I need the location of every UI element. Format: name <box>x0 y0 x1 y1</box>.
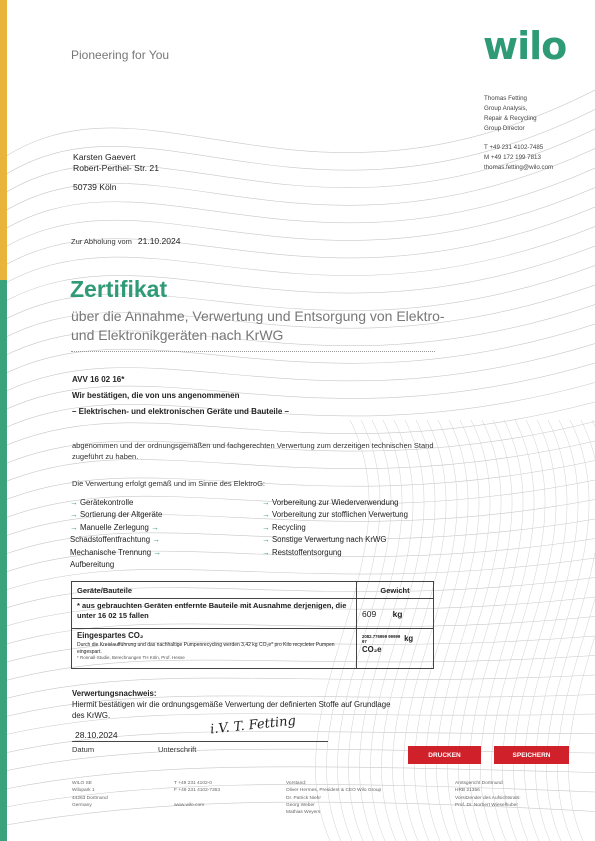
footer-line: Vorsitzender des Aufsichtsrats: <box>455 795 521 801</box>
certificate-subtitle: über die Annahme, Verwertung und Entsorgung von Elektro- und Elektronikgeräten nach KrWG <box>71 308 445 343</box>
table-header-devices: Geräte/Bauteile <box>72 582 357 599</box>
signature-line <box>158 741 328 742</box>
tagline: Pioneering for You <box>71 48 170 62</box>
process-step: Schadstoffentfrachtung → <box>70 535 161 545</box>
wilo-logo: wilo <box>483 24 567 68</box>
arrow-right-icon: → <box>152 535 161 545</box>
date-label: Datum <box>72 745 95 754</box>
pickup-date-line <box>71 236 180 246</box>
avv-code: AVV 16 02 16* <box>72 375 125 384</box>
footer-line: Wilopark 1 <box>72 788 95 794</box>
sender-contact <box>484 94 584 173</box>
footer-line: Georg Weber <box>286 802 315 808</box>
arrow-right-icon: → <box>70 498 78 507</box>
side-accent-bar-green <box>0 280 7 841</box>
processing-paragraph: abgenommen und der ordnungsgemäßen und fachgerechten Verwertung zum derzeitigen technischen Stand zugeführt zu haben. <box>72 441 434 461</box>
arrow-right-icon: → <box>70 522 78 532</box>
table-header-weight: Gewicht <box>357 582 434 599</box>
table-row <box>72 599 434 629</box>
elektrog-paragraph: Die Verwertung erfolgt gemäß und im Sinne des ElektroG: <box>72 479 266 488</box>
contact-mobile: M +49 172 199 7813 <box>484 154 541 161</box>
side-accent-bar-yellow <box>0 0 7 280</box>
handwritten-signature: i.V. T. Fetting <box>209 713 297 738</box>
co2-note: Durch die Kreislaufführung und das nachhaltige Pumpenrecycling werden 3,42 kg CO₂e* pro Kilo recycleter Pumpen eingespart. <box>77 642 335 655</box>
footer-line: F +49 231 4102-7363 <box>174 788 221 794</box>
table-header-row <box>72 582 434 599</box>
footer-contact <box>174 780 220 809</box>
footer-line: Mathias Weyers <box>286 810 321 816</box>
signature-label: Unterschrift <box>158 745 197 754</box>
arrow-right-icon: → <box>262 510 270 520</box>
footer-line: Vorstand: <box>286 781 307 786</box>
co2-title: Eingespartes CO₂ <box>77 631 144 640</box>
dotted-divider <box>71 351 435 352</box>
wave-line <box>447 420 501 841</box>
recipient-street: Robert-Perthel- Str. 21 <box>73 163 159 173</box>
footer-registry <box>455 780 521 809</box>
footer-company <box>72 780 108 809</box>
recovery-step: → Sonstige Verwertung nach KrWG <box>262 535 387 545</box>
contact-line: Repair & Recycling <box>484 115 537 122</box>
footer-line: Germany <box>72 802 92 808</box>
contact-phone: T +49 231 4102-7485 <box>484 144 544 151</box>
weight-unit: kg <box>392 608 403 619</box>
wave-line <box>546 420 595 841</box>
footer-website[interactable]: www.wilo.com <box>174 802 205 808</box>
wave-line <box>568 420 595 841</box>
wave-line <box>557 420 595 841</box>
recovery-step: → Vorbereitung zur Wiederverwendung <box>262 498 399 507</box>
arrow-right-icon: → <box>153 547 162 557</box>
arrow-right-icon: → <box>262 498 270 507</box>
co2-weight <box>357 629 434 669</box>
footer-line: Oliver Hermes, President & CEO Wilo Group <box>286 788 382 794</box>
footer-line: HRB 21356 <box>455 788 480 794</box>
proof-text: Hiermit bestätigen wir die ordnungsgemäße Verwertung der definierten Stoffe auf Grundlage des KrWG. <box>72 700 391 720</box>
contact-line: Group Director <box>484 125 525 132</box>
save-button[interactable]: SPEICHERN <box>494 746 569 764</box>
footer-line: Amtsgericht Dortmund <box>455 781 503 786</box>
co2-description <box>72 629 357 669</box>
footer-board <box>286 780 381 816</box>
process-step: → Gerätekontrolle <box>70 498 134 507</box>
contact-email: thomas.fetting@wilo.com <box>484 164 554 171</box>
table-row <box>72 629 434 669</box>
wave-line <box>480 420 534 841</box>
components-weight <box>357 599 434 629</box>
weight-table <box>71 581 434 669</box>
pickup-date: 21.10.2024 <box>137 236 181 246</box>
weight-value: 609 <box>362 608 377 619</box>
co2-unit: kg CO₂e <box>362 634 414 654</box>
items-text: – Elektrischen- und elektronischen Geräte und Bauteile – <box>72 407 289 416</box>
recovery-step: → Recycling <box>262 522 306 532</box>
recipient-name: Karsten Gaevert <box>73 152 136 162</box>
components-description: * aus gebrauchten Geräten entfernte Bauteile mit Ausnahme derjenigen, die unter 16 02 15 fallen <box>72 599 357 629</box>
process-step: → Sortierung der Altgeräte <box>70 510 163 520</box>
co2-source: * Ronnall-Studie, Berechnungen TH Köln, Prof. Hesse <box>77 655 185 660</box>
process-step: Mechanische Trennung → <box>70 547 162 557</box>
recovery-step: → Vorbereitung zur stofflichen Verwertung <box>262 510 408 520</box>
arrow-right-icon: → <box>262 535 270 545</box>
signature-date: 28.10.2024 <box>75 730 118 740</box>
wave-line <box>491 420 545 841</box>
recipient-address <box>73 152 159 193</box>
process-step: → Manuelle Zerlegung → <box>70 522 159 532</box>
wave-line <box>535 420 589 841</box>
wave-line <box>524 420 578 841</box>
arrow-right-icon: → <box>70 510 78 520</box>
wave-line <box>458 420 512 841</box>
proof-title: Verwertungsnachweis: <box>72 689 157 698</box>
wave-line <box>502 420 556 841</box>
footer-line: Prof. Dr. Norbert Wieselhuber <box>455 802 518 808</box>
arrow-right-icon: → <box>151 522 159 532</box>
footer-line: T +49 231 4102-0 <box>174 781 212 786</box>
co2-value: 2082.776999 9999997 <box>362 634 401 644</box>
print-button[interactable]: DRUCKEN <box>408 746 481 764</box>
recipient-city: 50739 Köln <box>73 182 117 192</box>
footer-line: 44263 Dortmund <box>72 795 108 801</box>
footer-line: Dr. Patrick Niehr <box>286 795 321 801</box>
wave-line <box>469 420 523 841</box>
contact-line: Group Analysis, <box>484 105 528 112</box>
contact-line: Thomas Fetting <box>484 95 527 102</box>
waste-code-block <box>72 373 289 421</box>
arrow-right-icon: → <box>262 522 270 532</box>
process-step: Aufbereitung <box>70 560 115 570</box>
date-line <box>72 741 162 742</box>
footer-line: WILO SE <box>72 781 92 786</box>
arrow-right-icon: → <box>262 547 270 557</box>
wave-line <box>513 420 567 841</box>
recovery-steps-list <box>262 497 442 559</box>
process-steps-list <box>70 497 245 571</box>
recycling-proof <box>72 688 402 721</box>
certificate-title: Zertifikat <box>70 276 168 302</box>
pickup-label: Zur Abholung vom <box>71 237 132 246</box>
confirmation-text: Wir bestätigen, die von uns angenommenen <box>72 391 240 400</box>
recovery-step: → Reststoffentsorgung <box>262 547 342 557</box>
